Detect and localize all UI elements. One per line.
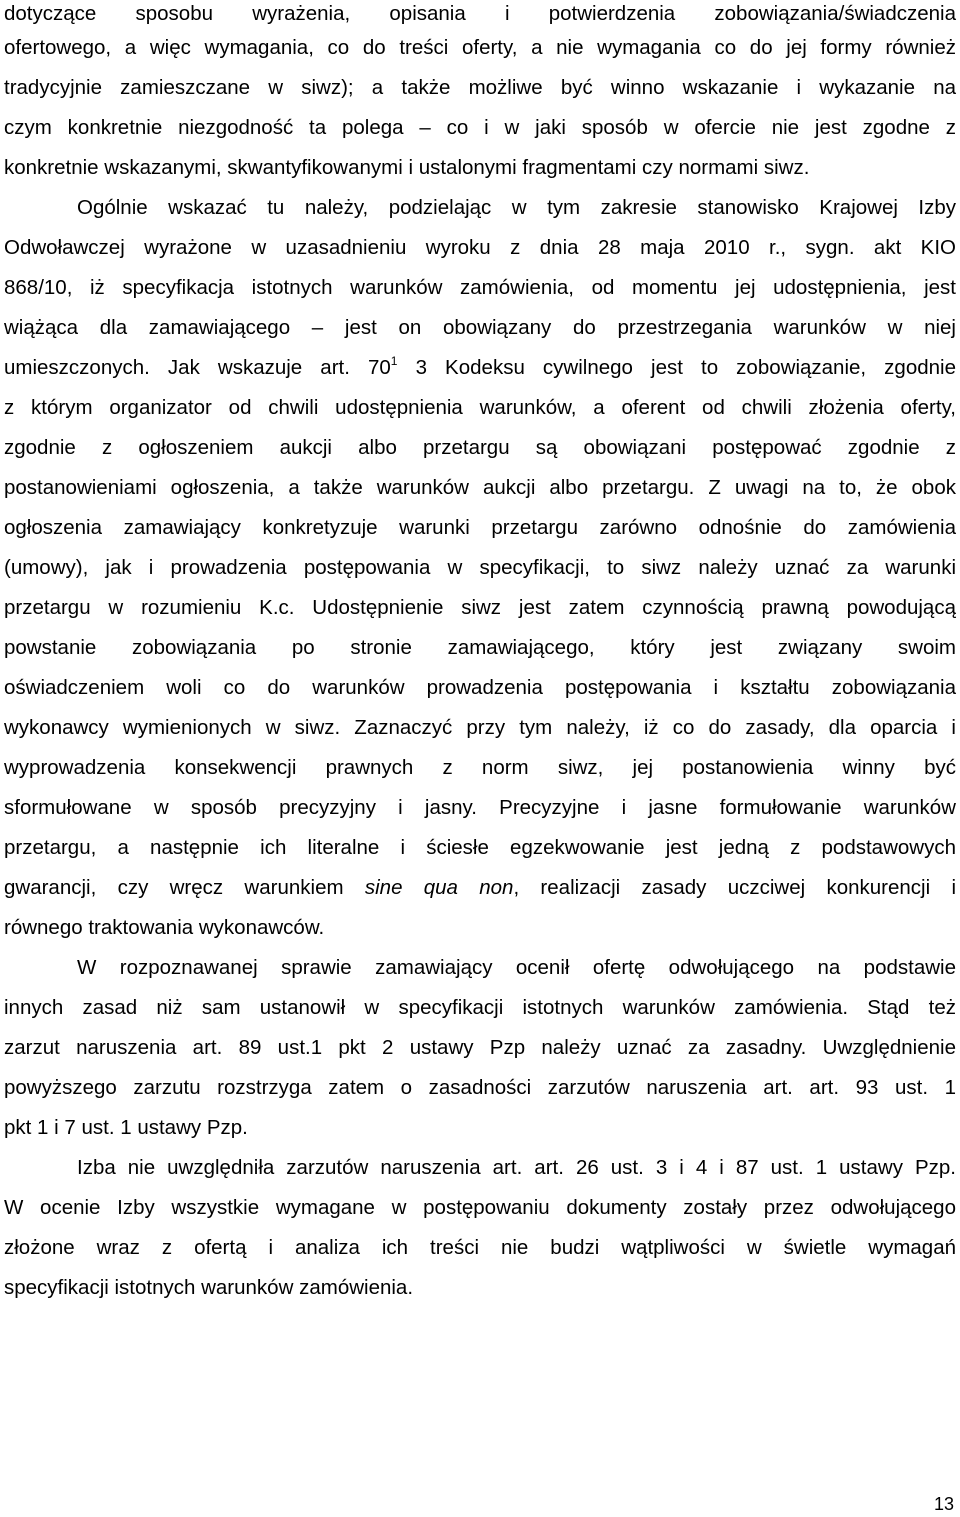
text-line-with-italic [4,868,956,908]
text-line: konkretnie wskazanymi, skwantyfikowanymi i ustalonymi fragmentami czy normami siwz. [4,156,810,179]
text-segment: gwarancji, czy wręcz warunkiem [4,876,344,899]
text-line: czym konkretnie niezgodność ta polega – co i w jaki sposób w ofercie nie jest zgodne z [4,116,956,139]
italic-phrase: sine qua non [364,876,514,899]
text-line: dotyczące sposobu wyrażenia, opisania i potwierdzenia zobowiązania/świadczenia [4,2,956,25]
paragraph-start-line: W rozpoznawanej sprawie zamawiający ocenił ofertę odwołującego na podstawie [77,956,956,979]
superscript: 1 [390,354,398,368]
text-segment: 3 Kodeksu cywilnego jest to zobowiązanie, zgodnie [415,356,956,379]
text-line: powyższego zarzutu rozstrzyga zatem o zasadności zarzutów naruszenia art. art. 93 ust. 1 [4,1076,956,1099]
text-segment: umieszczonych. Jak wskazuje art. 70 [4,356,391,379]
text-line: przetargu w rozumieniu K.c. Udostępnienie siwz jest zatem czynnością prawną powodującą [4,596,956,619]
text-line: równego traktowania wykonawców. [4,916,325,939]
text-line: W ocenie Izby wszystkie wymagane w postępowaniu dokumenty zostały przez odwołującego [4,1196,956,1219]
paragraph-start-line: Ogólnie wskazać tu należy, podzielając w tym zakresie stanowisko Krajowej Izby [77,196,956,219]
text-line: ofertowego, a więc wymagania, co do treści oferty, a nie wymagania co do jej formy również [4,36,956,59]
text-line: Odwoławczej wyrażone w uzasadnieniu wyroku z dnia 28 maja 2010 r., sygn. akt KIO [4,236,956,259]
text-line: tradycyjnie zamieszczane w siwz); a także możliwe być winno wskazanie i wykazanie na [4,76,956,99]
text-line: 868/10, iż specyfikacja istotnych warunków zamówienia, od momentu jej udostępnienia, jest [4,276,956,299]
text-line: wyprowadzenia konsekwencji prawnych z norm siwz, jej postanowienia winny być [4,756,956,779]
text-line-with-superscript [4,348,956,388]
text-line: z którym organizator od chwili udostępnienia warunków, a oferent od chwili złożenia oferty, [4,396,956,419]
text-line: złożone wraz z ofertą i analiza ich treści nie budzi wątpliwości w świetle wymagań [4,1236,956,1259]
text-line: powstanie zobowiązania po stronie zamawiającego, który jest związany swoim [4,636,956,659]
paragraph-start-line: Izba nie uwzględniła zarzutów naruszenia art. art. 26 ust. 3 i 4 i 87 ust. 1 ustawy Pzp. [77,1156,956,1179]
text-segment: , realizacji zasady uczciwej konkurencji i [513,876,957,899]
page-number: 13 [933,1494,954,1514]
text-line: zgodnie z ogłoszeniem aukcji albo przetargu są obowiązani postępować zgodnie z [4,436,956,459]
text-line: specyfikacji istotnych warunków zamówienia. [4,1276,414,1299]
text-line: przetargu, a następnie ich literalne i ściesłe egzekwowanie jest jedną z podstawowych [4,836,956,859]
text-line: zarzut naruszenia art. 89 ust.1 pkt 2 ustawy Pzp należy uznać za zasadny. Uwzględnienie [4,1036,956,1059]
text-line: sformułowane w sposób precyzyjny i jasny. Precyzyjne i jasne formułowanie warunków [4,796,956,819]
text-line: postanowieniami ogłoszenia, a także warunków aukcji albo przetargu. Z uwagi na to, że obok [4,476,956,499]
text-line: innych zasad niż sam ustanowił w specyfikacji istotnych warunków zamówienia. Stąd też [4,996,956,1019]
text-line: (umowy), jak i prowadzenia postępowania w specyfikacji, to siwz należy uznać za warunki [4,556,956,579]
text-line: oświadczeniem woli co do warunków prowadzenia postępowania i kształtu zobowiązania [4,676,956,699]
text-line: pkt 1 i 7 ust. 1 ustawy Pzp. [4,1116,248,1139]
text-line: ogłoszenia zamawiający konkretyzuje warunki przetargu zarówno odnośnie do zamówienia [4,516,956,539]
text-line: wykonawcy wymienionych w siwz. Zaznaczyć przy tym należy, iż co do zasady, dla oparcia i [4,716,956,739]
document-page [4,0,956,1308]
text-line: wiążąca dla zamawiającego – jest on obowiązany do przestrzegania warunków w niej [4,316,956,339]
